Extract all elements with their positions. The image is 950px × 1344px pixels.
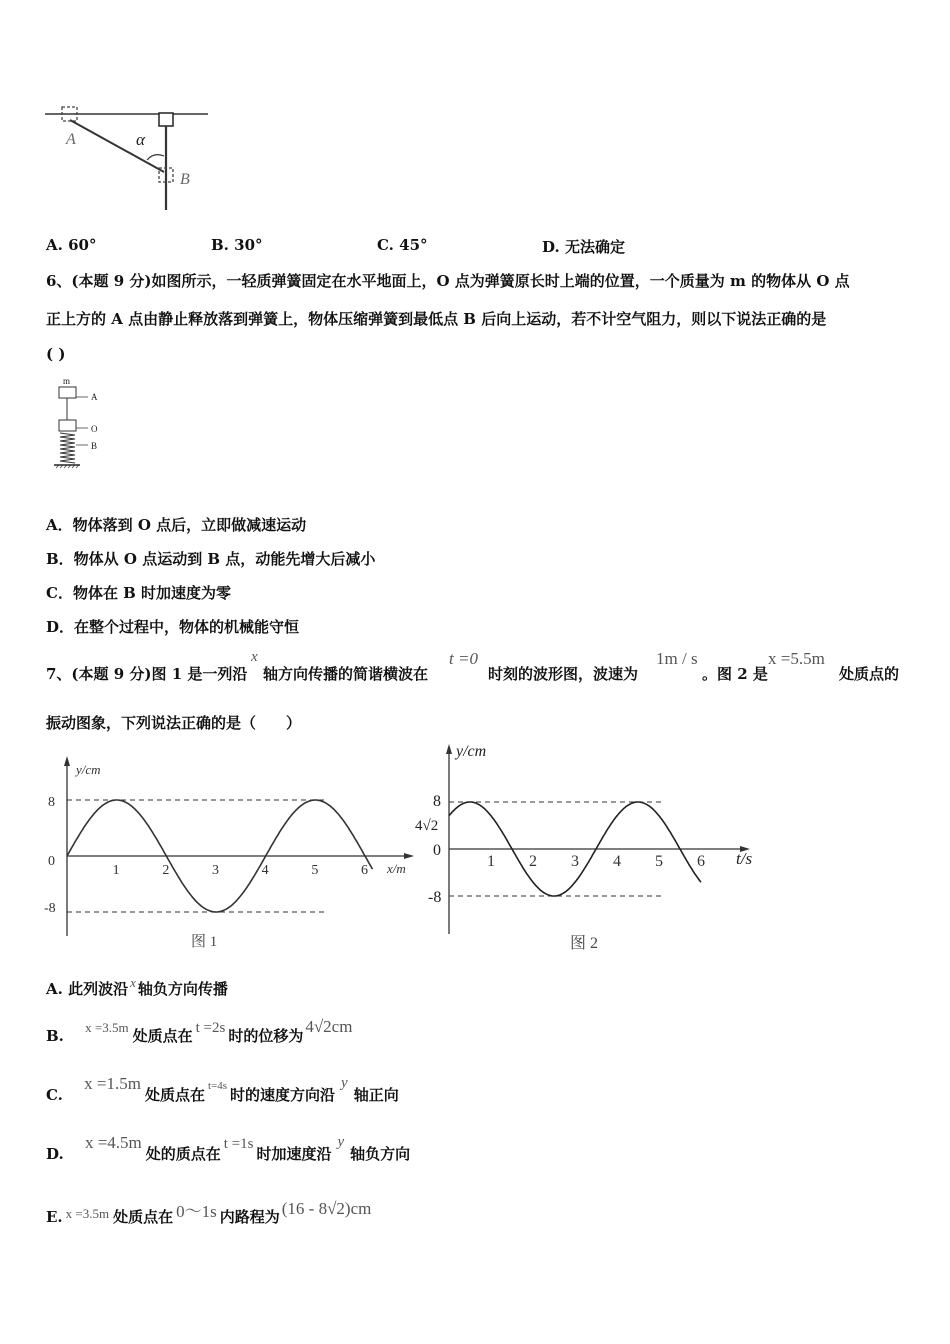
fig-label-m: m: [63, 376, 71, 386]
angle-arc: [147, 155, 164, 160]
f2-xtick-4: 4: [613, 853, 621, 870]
q7-option-d[interactable]: D. x =4.5m处的质点在t =1s时加速度沿y轴负方向: [46, 1133, 411, 1163]
q6-option-c[interactable]: C．物体在 B 时加速度为零: [46, 584, 232, 602]
q5-option-d[interactable]: D. 无法确定: [542, 238, 625, 256]
q7-line-2: 振动图象，下列说法正确的是（ ）: [46, 714, 302, 732]
incline-figure: [40, 100, 220, 215]
q7-math-x55: x =5.5m: [768, 649, 825, 668]
fig2-y-arrow: [446, 744, 452, 754]
spring-figure: [50, 375, 110, 475]
fig1-xlabel: x/m: [387, 861, 406, 876]
fig2-ytick-0: 0: [433, 842, 441, 859]
fig-label-o: O: [91, 424, 98, 434]
f1-xtick-3: 3: [212, 863, 219, 878]
mass-block: [59, 387, 76, 398]
fig1-ytick-0: 0: [48, 854, 55, 869]
q5-option-a[interactable]: A. 60°: [46, 236, 97, 254]
q6-line-1: 6、(本题 9 分)如图所示，一轻质弹簧固定在水平地面上，O 点为弹簧原长时上端的位置，一个质量为 m 的物体从 O 点: [46, 272, 850, 290]
q5-option-c[interactable]: C. 45°: [377, 236, 428, 254]
fig2-caption: 图 2: [570, 935, 599, 952]
fig1-caption: 图 1: [191, 934, 218, 950]
spring-coil: [60, 433, 75, 463]
f1-xtick-4: 4: [261, 863, 269, 878]
label-a: A: [66, 131, 76, 148]
fig1-y-arrow: [64, 756, 70, 766]
spring-top-block: [59, 420, 76, 431]
label-alpha: α: [136, 130, 145, 149]
q7-option-b[interactable]: B. x =3.5m 处质点在 t =2s 时的位移为 4√2cm: [46, 1017, 353, 1045]
fig1-ytick-8: 8: [48, 795, 55, 810]
label-b: B: [180, 171, 190, 188]
f2-xtick-5: 5: [655, 853, 663, 870]
q6-option-a[interactable]: A．物体落到 O 点后，立即做减速运动: [46, 516, 307, 534]
q7-math-x: x: [251, 649, 258, 665]
fig2-ytick-4root2: 4√2: [415, 818, 439, 834]
fig1-ylabel: y/cm: [76, 762, 101, 777]
q7-line-1c: 时刻的波形图，波速为: [488, 665, 639, 683]
f1-xtick-1: 1: [112, 863, 120, 878]
vibration-chart-fig2: [408, 738, 768, 958]
block-top: [159, 113, 173, 126]
q7-option-a[interactable]: A. 此列波沿 x 轴负方向传播: [46, 975, 228, 998]
rope: [70, 120, 164, 172]
q7-option-c[interactable]: C. x =1.5m处质点在 $^{t=4s}$ 时的速度方向沿y轴正向: [46, 1074, 399, 1104]
q6-option-b[interactable]: B．物体从 O 点运动到 B 点，动能先增大后减小: [46, 550, 376, 568]
q7-math-t0: t =0: [449, 649, 478, 668]
wave-chart-fig1: [38, 750, 423, 955]
fig2-xlabel: t/s: [736, 849, 753, 868]
f1-xtick-2: 2: [162, 863, 170, 878]
q5-option-b[interactable]: B. 30°: [211, 236, 263, 254]
q6-option-d[interactable]: D．在整个过程中，物体的机械能守恒: [46, 618, 300, 636]
fig2-ylabel: y/cm: [456, 743, 487, 760]
f2-xtick-3: 3: [571, 853, 579, 870]
fig-label-a: A: [91, 392, 98, 402]
fig1-ytick-neg8: -8: [44, 901, 56, 916]
f2-xtick-2: 2: [529, 853, 537, 870]
f1-xtick-6: 6: [361, 863, 368, 878]
q7-math-speed: 1m / s: [656, 649, 698, 668]
f2-xtick-1: 1: [487, 853, 495, 870]
q7-line-1d: 。图 2 是: [702, 665, 768, 683]
q6-line-2: 正上方的 A 点由静止释放落到弹簧上，物体压缩弹簧到最低点 B 后向上运动，若不计空气阻力，则以下说法正确的是: [46, 310, 827, 328]
q7-option-e[interactable]: E. x =3.5m 处质点在 0～1s 内路程为 (16 - 8√2)cm: [46, 1199, 372, 1226]
fig-label-b: B: [91, 441, 98, 451]
q7-line-1a: 7、(本题 9 分)图 1 是一列沿: [46, 665, 248, 683]
q7-line-1b: 轴方向传播的简谐横波在: [263, 665, 429, 683]
f2-xtick-6: 6: [697, 853, 705, 870]
f1-xtick-5: 5: [311, 863, 319, 878]
fig2-ytick-neg8: -8: [428, 889, 442, 906]
q6-line-3: ( ): [46, 345, 66, 363]
q7-line-1e: 处质点的: [839, 665, 900, 683]
fig2-ytick-8: 8: [433, 793, 441, 810]
